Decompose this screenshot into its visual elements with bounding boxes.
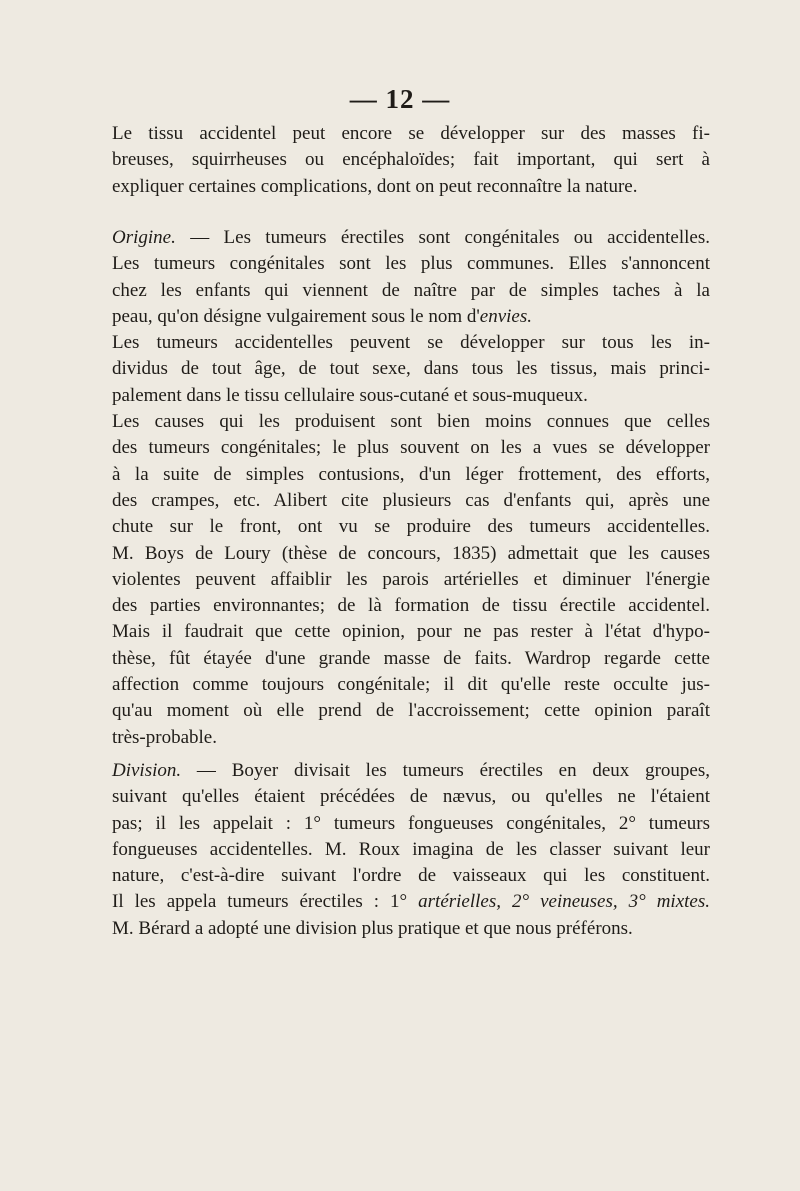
text-line: Division. — Boyer divisait les tumeurs érectiles en deux groupes, (112, 760, 710, 781)
text-line: des parties environnantes; de là formation de tissu érectile accidentel. (112, 595, 710, 617)
text-line: très-probable. (112, 726, 217, 748)
text-line: peau, qu'on désigne vulgairement sous le nom d'envies. (112, 305, 533, 327)
text-line: Il les appela tumeurs érectiles : 1° artérielles, 2° veineuses, 3° mixtes. (112, 891, 710, 913)
page-number: — 12 — (349, 84, 451, 114)
section-heading: Origine. (112, 227, 176, 248)
text-line: nature, c'est-à-dire suivant l'ordre de vaisseaux qui les constituent. (112, 865, 710, 887)
text-line: qu'au moment où elle prend de l'accroissement; cette opinion paraît (112, 700, 710, 722)
text-line: breuses, squirrheuses ou encéphaloïdes; fait important, qui sert à (112, 149, 710, 171)
text-line: violentes peuvent affaiblir les parois artérielles et diminuer l'énergie (112, 568, 710, 590)
text-line: thèse, fût étayée d'une grande masse de faits. Wardrop regarde cette (112, 647, 710, 669)
text-line: expliquer certaines complications, dont on peut reconnaître la nature. (112, 175, 638, 197)
text-line: pas; il les appelait : 1° tumeurs fongueuses congénitales, 2° tumeurs (112, 812, 710, 834)
text-line: à la suite de simples contusions, d'un léger frottement, des efforts, (112, 463, 710, 485)
text-line: fongueuses accidentelles. M. Roux imagina de les classer suivant leur (112, 838, 710, 860)
text-line: affection comme toujours congénitale; il dit qu'elle reste occulte jus- (112, 674, 710, 696)
text-line: Les tumeurs congénitales sont les plus communes. Elles s'annoncent (112, 253, 710, 275)
intro-paragraph (112, 121, 710, 200)
text-line: chute sur le front, ont vu se produire des tumeurs accidentelles. (112, 516, 710, 538)
origine-section (112, 225, 710, 751)
text-line: palement dans le tissu cellulaire sous-cutané et sous-muqueux. (112, 384, 588, 406)
text-line: Mais il faudrait que cette opinion, pour ne pas rester à l'état d'hypo- (112, 621, 710, 643)
text-line: chez les enfants qui viennent de naître par de simples taches à la (112, 279, 710, 301)
text-line: des tumeurs congénitales; le plus souvent on les a vues se développer (112, 437, 710, 459)
text-line: Le tissu accidentel peut encore se développer sur des masses fi- (112, 123, 710, 144)
text-line: des crampes, etc. Alibert cite plusieurs cas d'enfants qui, après une (112, 489, 710, 511)
text-line: M. Boys de Loury (thèse de concours, 1835) admettait que les causes (112, 542, 710, 564)
text-line: dividus de tout âge, de tout sexe, dans tous les tissus, mais princi- (112, 358, 710, 380)
text-line: M. Bérard a adopté une division plus pratique et que nous préférons. (112, 917, 633, 939)
text-line: Les causes qui les produisent sont bien moins connues que celles (112, 411, 710, 433)
text-line: suivant qu'elles étaient précédées de nævus, ou qu'elles ne l'étaient (112, 786, 710, 808)
text-line: Origine. — Les tumeurs érectiles sont congénitales ou accidentelles. (112, 227, 710, 248)
division-section (112, 758, 710, 942)
text-line: Les tumeurs accidentelles peuvent se développer sur tous les in- (112, 332, 710, 354)
section-heading: Division. (112, 760, 182, 781)
